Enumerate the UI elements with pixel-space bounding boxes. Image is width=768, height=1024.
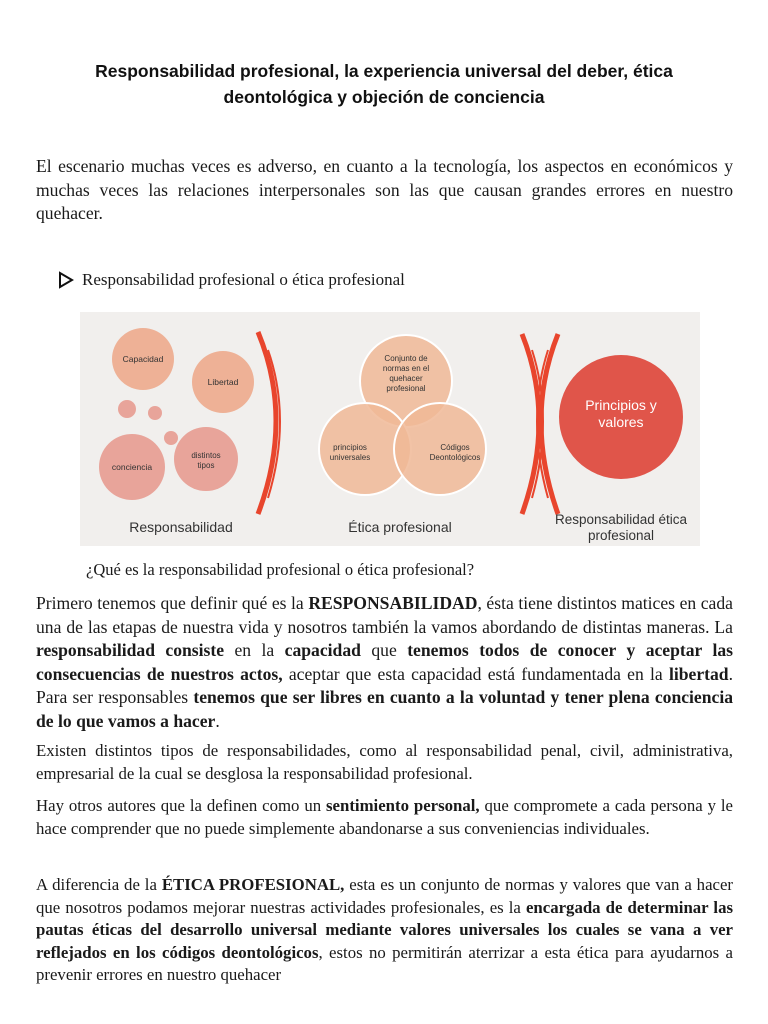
paragraph-tipos: Existen distintos tipos de responsabilidades, como al responsabilidad penal, civil, administrativa, empresarial de la cual se desglosa la responsabilidad profesional. xyxy=(36,741,733,783)
document-title xyxy=(60,58,708,110)
group1-label: Responsabilidad xyxy=(129,519,233,535)
title-line-2: deontológica y objeción de conciencia xyxy=(223,87,545,107)
responsabilidad-etica-group xyxy=(555,355,688,543)
label-conciencia: conciencia xyxy=(111,462,153,472)
group2-label: Ética profesional xyxy=(348,519,452,535)
label-normas: Conjunto de normas en el quehacer profesional xyxy=(382,354,430,393)
small-circle xyxy=(164,431,178,445)
small-circle xyxy=(118,400,136,418)
paragraph-etica: A diferencia de la ÉTICA PROFESIONAL, esta es un conjunto de normas y valores que van a hacer que nosotros podamos mejorar nuestras actividades profesionales, es la encargada de determinar las pautas éticas del desarrollo universal mediante valores universales los cuales se vana a ver reflejados en los códigos deontológicos, estos no permitirán aterrizar a esta ética para ayudarnos a prevenir errores en nuestro quehacer xyxy=(36,875,734,984)
label-codigos: Códigos Deontológicos xyxy=(429,443,481,462)
bullet-text: Responsabilidad profesional o ética profesional xyxy=(82,270,405,289)
group3-label: Responsabilidad ética profesional xyxy=(554,512,688,543)
small-circle xyxy=(148,406,162,420)
label-principios: principios universales xyxy=(329,443,371,462)
concept-diagram xyxy=(80,312,700,546)
intro-paragraph: El escenario muchas veces es adverso, en cuanto a la tecnología, los aspectos en económicos y muchas veces las relaciones interpersonales son las que causan grandes errores en nuestro quehacer. xyxy=(36,156,733,223)
label-libertad: Libertad xyxy=(207,377,239,387)
section-bullet xyxy=(58,270,405,290)
etica-profesional-group xyxy=(319,335,486,535)
triangle-bullet-icon xyxy=(58,271,74,289)
label-distintos-tipos: distintos tipos xyxy=(191,451,221,470)
bracket-right-1 xyxy=(258,332,276,514)
title-line-1: Responsabilidad profesional, la experiencia universal del deber, ética xyxy=(95,61,673,81)
label-capacidad: Capacidad xyxy=(122,354,164,364)
question-heading: ¿Qué es la responsabilidad profesional o ética profesional? xyxy=(86,560,475,579)
paragraph-sentimiento: Hay otros autores que la definen como un sentimiento personal, que compromete a cada persona y le hace comprender que no puede simplemente abandonarse a sus conveniencias individuales. xyxy=(36,796,733,838)
paragraph-responsabilidad: Primero tenemos que definir qué es la RESPONSABILIDAD, ésta tiene distintos matices en cada una de las etapas de nuestra vida y nosotros también la vamos abordando de distintas maneras. La responsabilidad consiste en la capacidad que tenemos todos de conocer y aceptar las consecuencias de nuestros actos, aceptar que esta capacidad está fundamentada en la libertad. Para ser responsables tenemos que ser libres en cuanto a la voluntad y tener plena conciencia de lo que vamos a hacer. xyxy=(36,593,734,731)
responsabilidad-group xyxy=(99,328,254,535)
label-principios-valores: Principios y valores xyxy=(585,397,657,430)
